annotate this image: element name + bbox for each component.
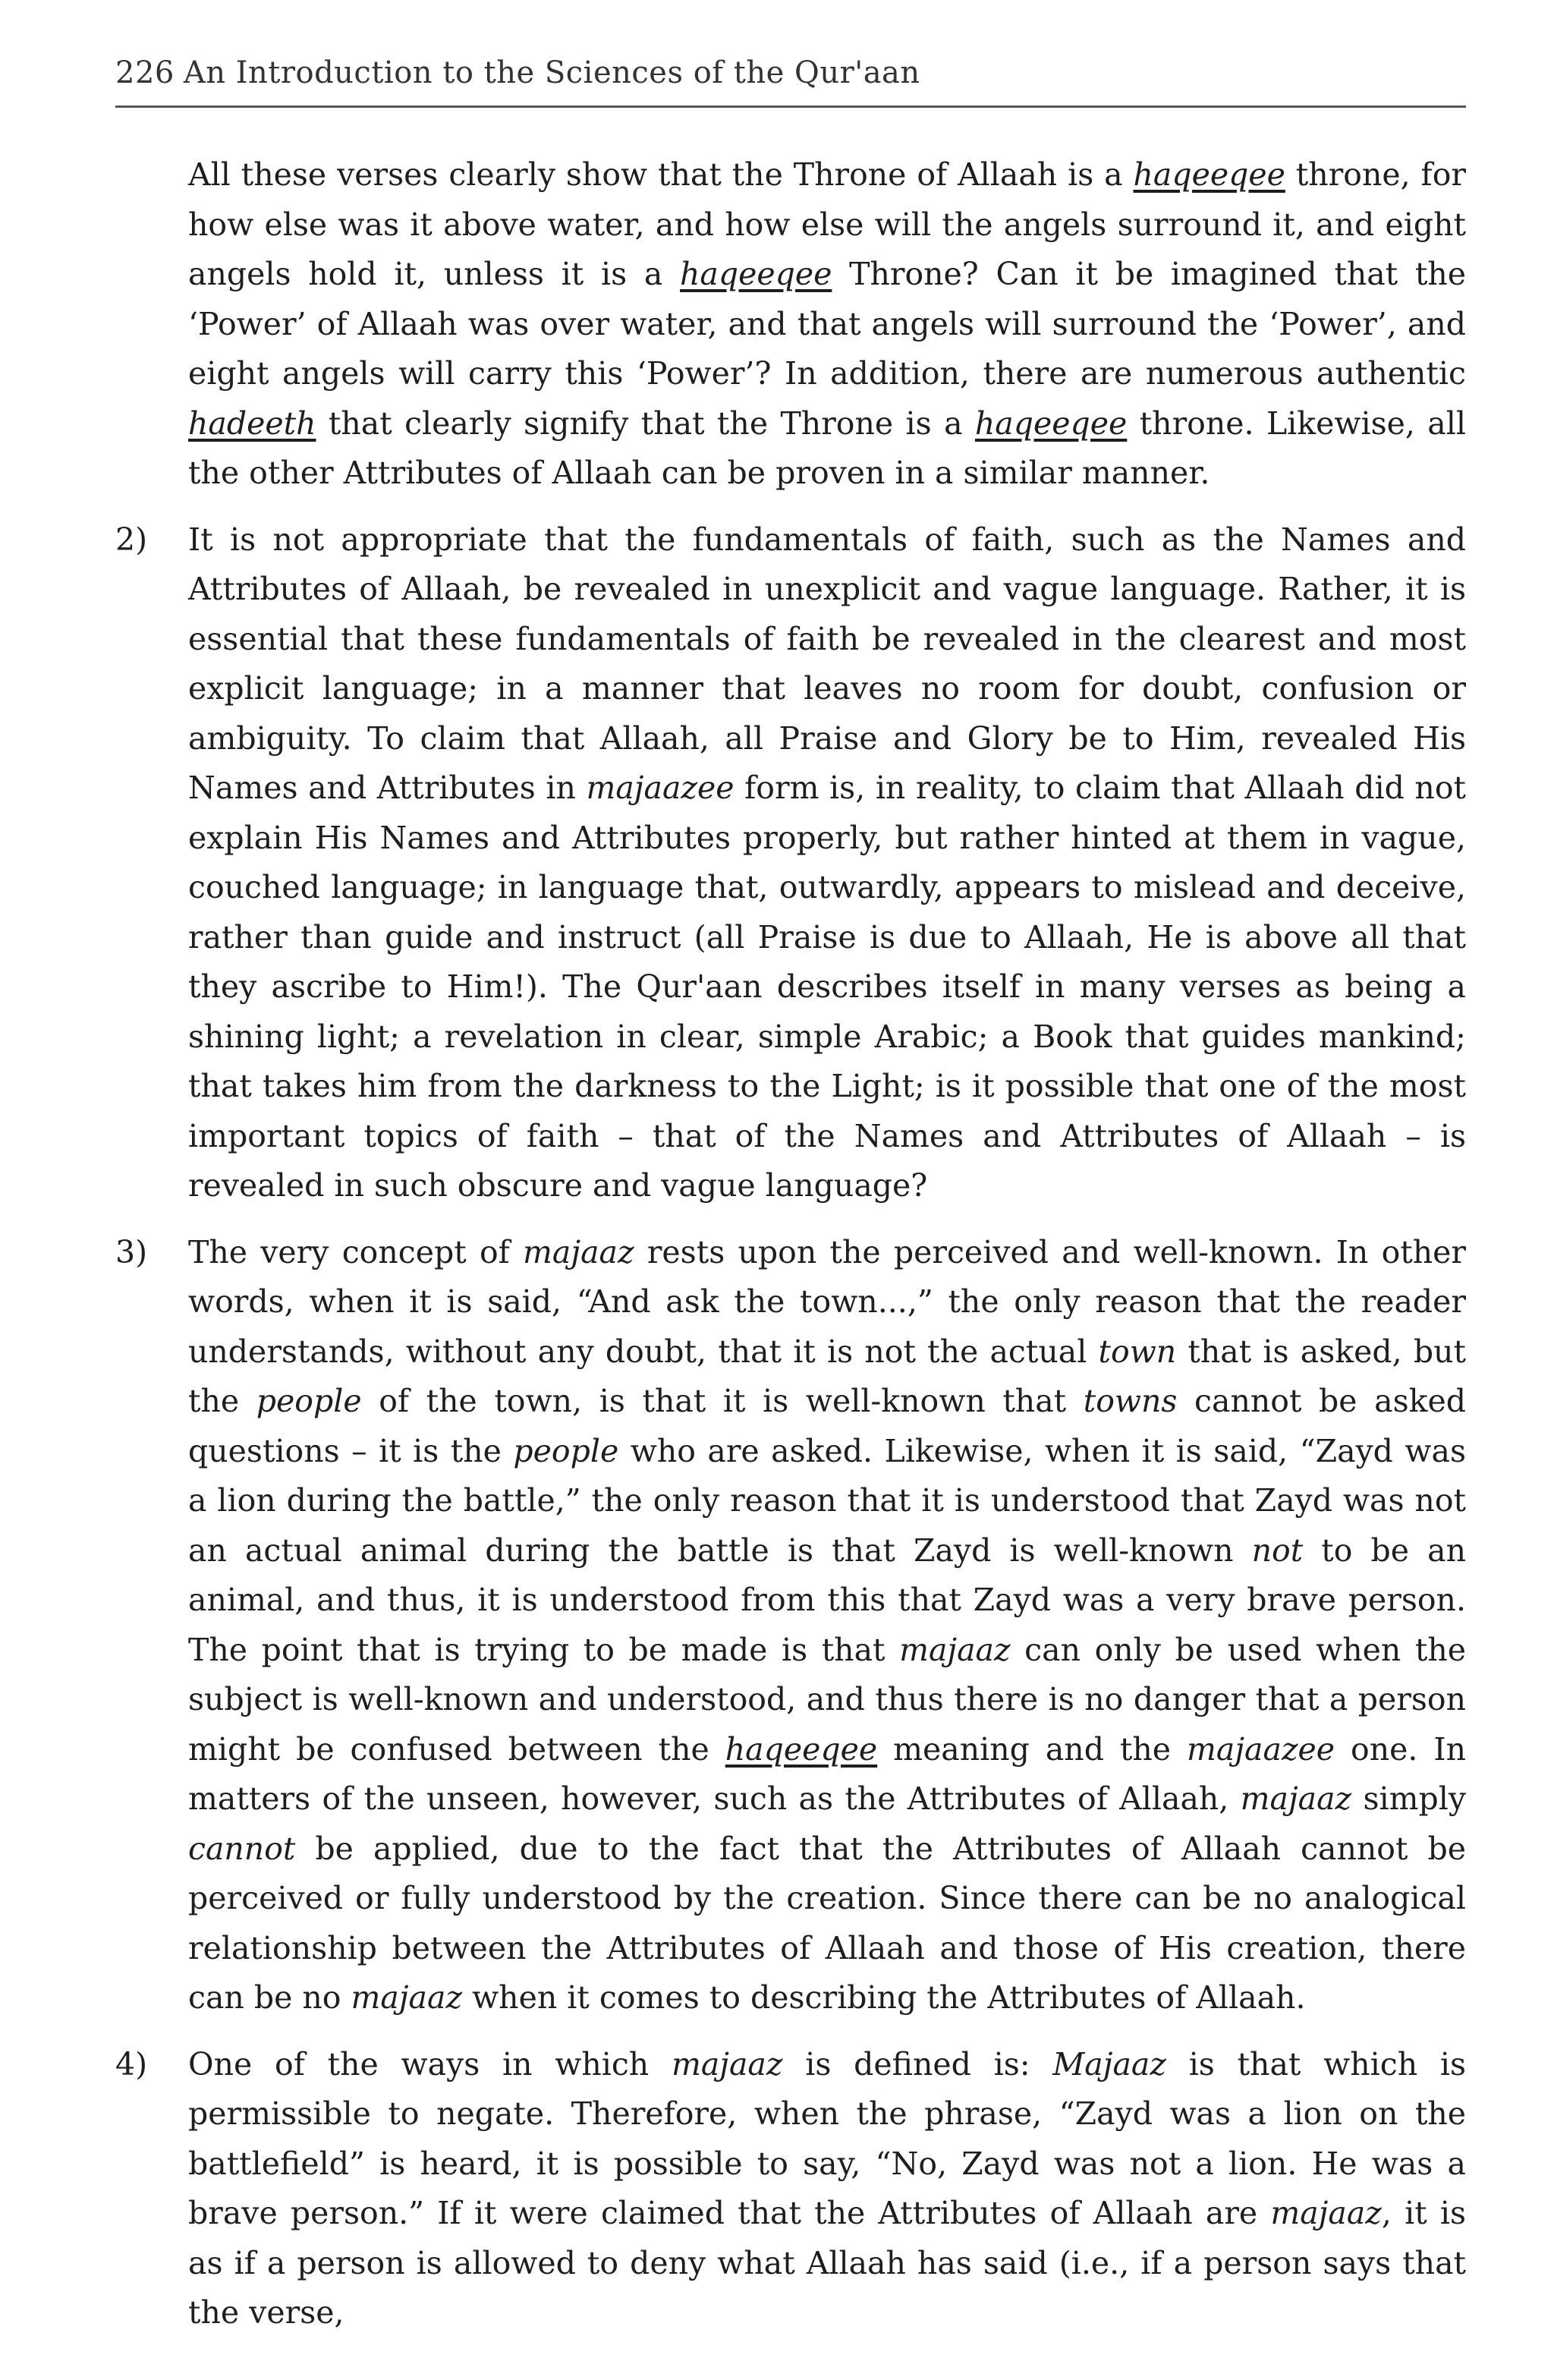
italic-term: majaaz [671, 2045, 783, 2082]
text-run: The very concept of [188, 1233, 524, 1270]
italic-term: people [513, 1432, 619, 1469]
text-run: cannot be asked questions – it is the [188, 1383, 1467, 1469]
paragraph-number: 3) [115, 1233, 148, 1270]
italic-term: haqeeqee [974, 405, 1128, 442]
text-run: who are asked. Likewise, when it is said, “Zayd was a lion during the battle,” the only reason that it is understood that Zayd was not an actual animal during the battle is that Zayd is well-known [188, 1432, 1466, 1569]
italic-term: not [1251, 1532, 1304, 1569]
italic-term: majaazee [586, 770, 735, 806]
text-run: It is not appropriate that the fundamentals of faith, such as the Names and Attributes of Allaah, be revealed in unexplicit and vague language. Rather, it is essential that these fundamentals of faith be revealed in the clearest and most explicit language; in a manner that leaves no room for doubt, confusion or ambiguity. To claim that Allaah, all Praise and Glory be to Him, revealed His Names and Attributes in [188, 521, 1466, 806]
running-header [115, 53, 1466, 93]
body-text [115, 150, 1466, 2355]
italic-term: cannot [188, 1830, 296, 1867]
text-run: is defined is: [782, 2045, 1053, 2082]
paragraph-continued [115, 150, 1466, 499]
italic-term: majaaz [1270, 2195, 1382, 2231]
italic-term: Majaaz [1052, 2045, 1166, 2082]
numbered-paragraph [115, 515, 1466, 1211]
italic-term: majaaz [1240, 1780, 1352, 1817]
numbered-paragraph [115, 1228, 1466, 2023]
text-run: that is asked, but the [188, 1333, 1466, 1419]
text-run: Throne? Can it be imagined that the ‘Power’ of Allaah was over water, and that angels will surround the ‘Power’, and eight angels will carry this ‘Power’? In addition, there are numerous authentic [188, 256, 1466, 392]
text-run: to be an animal, and thus, it is understood from this that Zayd was a very brave person. The point that is trying to be made is that [188, 1532, 1467, 1668]
text-run: can only be used when the subject is well-known and understood, and thus there is no danger that a person might be confused between the [188, 1631, 1466, 1768]
italic-term: haqeeqee [725, 1730, 878, 1768]
text-run: when it comes to describing the Attributes of Allaah. [462, 1979, 1306, 2016]
italic-term: majaaz [351, 1979, 463, 2016]
italic-term: people [256, 1383, 362, 1419]
italic-term: haqeeqee [1133, 156, 1285, 193]
italic-term: haqeeqee [679, 256, 832, 292]
running-title: An Introduction to the Sciences of the Qur'aan [183, 55, 920, 90]
italic-term: town [1098, 1333, 1177, 1370]
italic-term: majaaz [523, 1233, 634, 1270]
text-run: One of the ways in which [188, 2045, 672, 2082]
italic-term: towns [1083, 1383, 1178, 1419]
italic-term: majaazee [1187, 1730, 1335, 1768]
text-run: throne, for how else was it above water, and how else will the angels surround it, and eight angels hold it, unless it is a [188, 156, 1466, 292]
text-run: meaning and the [877, 1730, 1188, 1768]
italic-term: hadeeth [188, 405, 316, 442]
italic-term: majaaz [899, 1631, 1011, 1668]
text-run: simply [1351, 1780, 1466, 1817]
text-run: rests upon the perceived and well-known. In other words, when it is said, “And ask the town...,” the only reason that the reader understands, without any doubt, that it is not the actual [188, 1233, 1466, 1370]
paragraph-number: 4) [115, 2045, 148, 2082]
page-number: 226 [115, 55, 175, 90]
header-rule [115, 105, 1466, 108]
text-run: form is, in reality, to claim that Allaah did not explain His Names and Attributes properly, but rather hinted at them in vague, couched language; in language that, outwardly, appears to mislead and deceive, rather than guide and instruct (all Praise is due to Allaah, He is above all that they ascribe to Him!). The Qur'aan describes itself in many verses as being a shining light; a revelation in clear, simple Arabic; a Book that guides mankind; that takes him from the darkness to the Light; is it possible that one of the most important topics of faith – that of the Names and Attributes of Allaah – is revealed in such obscure and vague language? [188, 770, 1466, 1204]
text-run: that clearly signify that the Throne is a [316, 405, 975, 442]
numbered-paragraph [115, 2040, 1466, 2338]
text-run: be applied, due to the fact that the Attributes of Allaah cannot be perceived or fully understood by the creation. Since there can be no analogical relationship between the Attributes of Allaah and those of His creation, there can be no [188, 1830, 1466, 2016]
text-run: All these verses clearly show that the Throne of Allaah is a [188, 156, 1134, 193]
text-run: of the town, is that it is well-known that [361, 1383, 1084, 1419]
paragraph-number: 2) [115, 521, 148, 558]
text-run: is that which is permissible to negate. Therefore, when the phrase, “Zayd was a lion on the battlefield” is heard, it is possible to say, “No, Zayd was not a lion. He was a brave person.” If it were claimed that the Attributes of Allaah are [188, 2045, 1466, 2231]
text-run: throne. Likewise, all the other Attributes of Allaah can be proven in a similar manner. [188, 405, 1466, 491]
text-run: , it is as if a person is allowed to deny what Allaah has said (i.e., if a person says that the verse, [188, 2195, 1466, 2331]
text-run: one. In matters of the unseen, however, such as the Attributes of Allaah, [188, 1730, 1466, 1817]
